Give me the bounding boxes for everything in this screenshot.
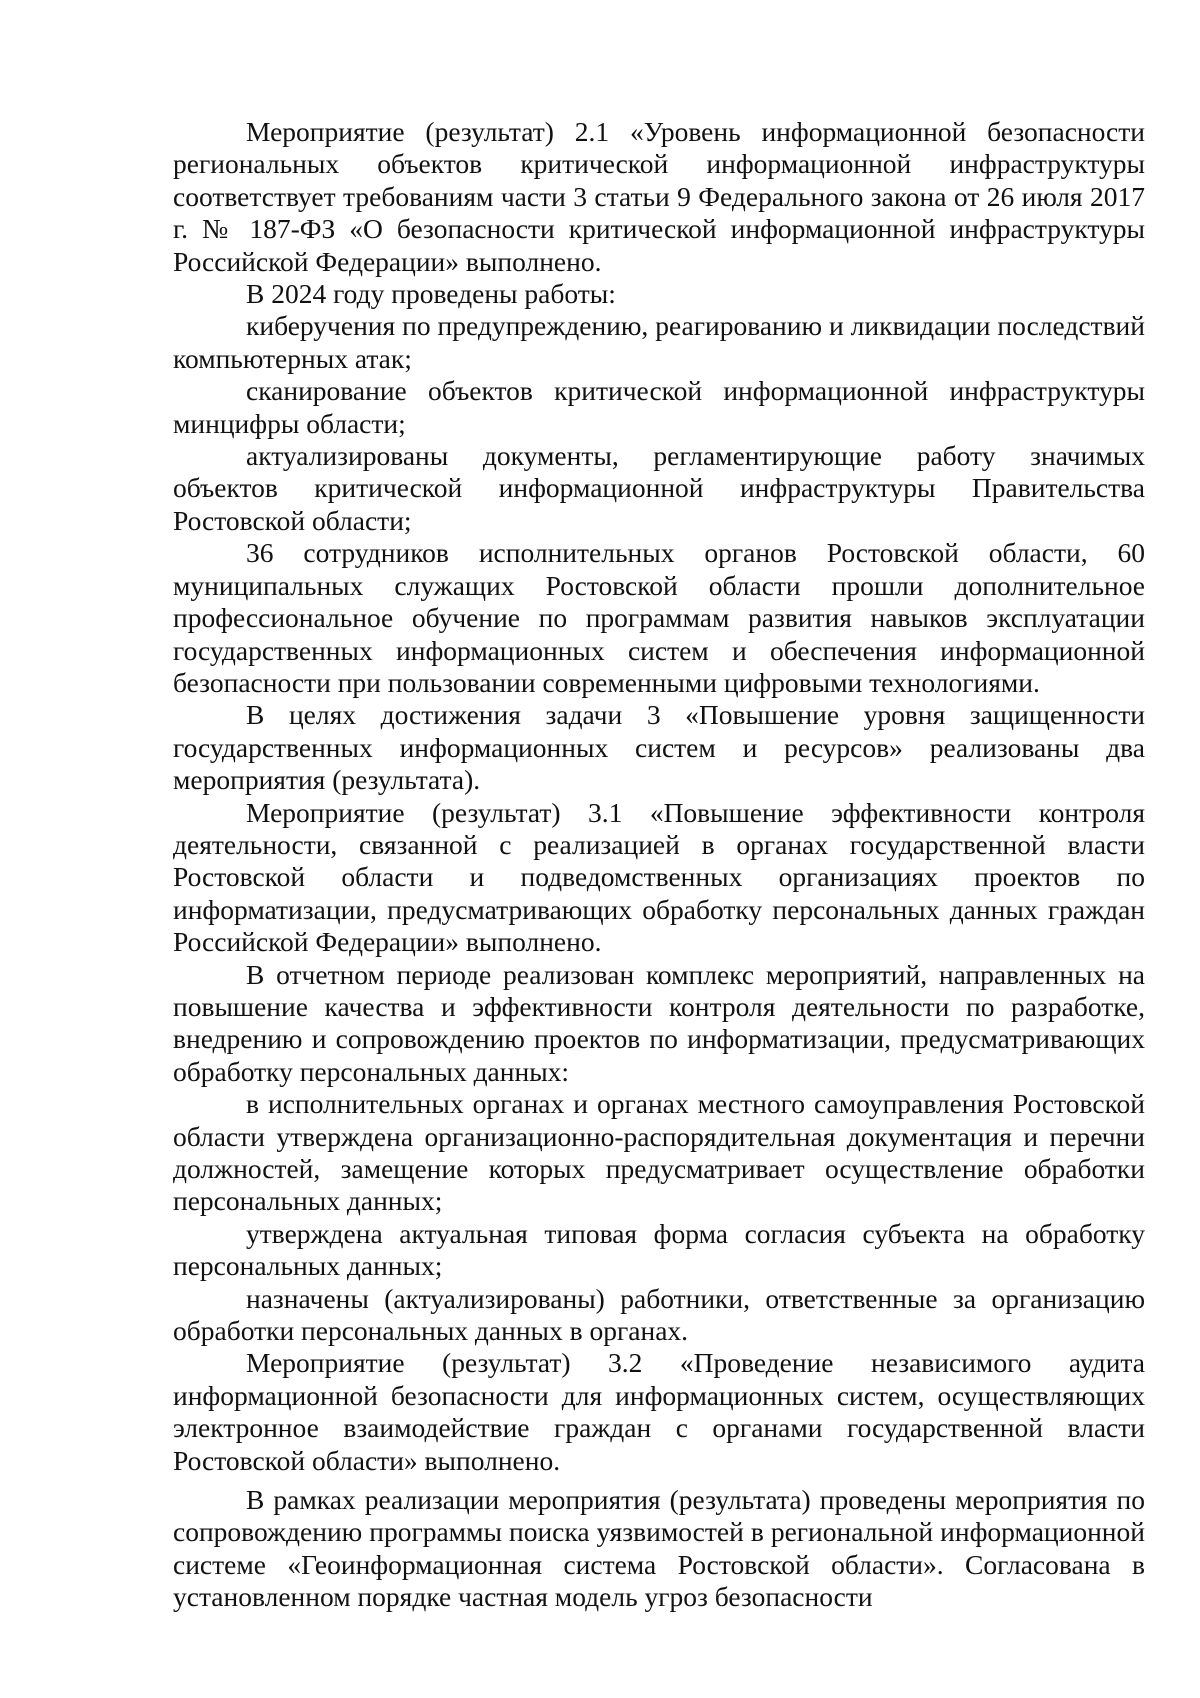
paragraph-scanning: сканирование объектов критической информационной инфраструктуры минцифры области; [173, 375, 1145, 439]
paragraph-works-2024: В 2024 году проведены работы: [246, 278, 616, 310]
paragraph-measure-2-1: Мероприятие (результат) 2.1 «Уровень информационной безопасности региональных объектов критической информационной инфраструктуры соответствует требованиям части 3 статьи 9 Федерального закона от 26 июля 2017 г. № 187-ФЗ «О безопасности критической информационной инфраструктуры Российской Федерации» выполнено. [173, 116, 1145, 277]
paragraph-consent-form: утверждена актуальная типовая форма согласия субъекта на обработку персональных данных; [173, 1217, 1145, 1282]
paragraph-executive-bodies: в исполнительных органах и органах местного самоуправления Ростовской области утверждена организационно-распорядительная документация и перечни должностей, замещение которых предусматривает осуществление обработки персональных данных; [173, 1088, 1145, 1217]
paragraph-staff-training: 36 сотрудников исполнительных органов Ростовской области, 60 муниципальных служащих Ростовской области прошли дополнительное профессиональное обучение по программам развития навыков эксплуатации государственных информационных систем и обеспечения информационной безопасности при пользовании современными цифровыми технологиями. [173, 537, 1145, 698]
document-body [173, 116, 1145, 1614]
paragraph-measure-3-2: Мероприятие (результат) 3.2 «Проведение независимого аудита информационной безопасности для информационных систем, осуществляющих электронное взаимодействие граждан с органами государственной власти Ростовской области» выполнено. [173, 1347, 1145, 1476]
paragraph-task-3: В целях достижения задачи 3 «Повышение уровня защищенности государственных информационных систем и ресурсов» реализованы два мероприятия (результата). [173, 699, 1145, 796]
paragraph-measure-3-1: Мероприятие (результат) 3.1 «Повышение эффективности контроля деятельности, связанной с реализацией в органах государственной власти Ростовской области и подведомственных организациях проектов по информатизации, предусматривающих обработку персональных данных граждан Российской Федерации» выполнено. [173, 796, 1145, 958]
paragraph-reporting-period: В отчетном периоде реализован комплекс мероприятий, направленных на повышение качества и эффективности контроля деятельности по разработке, внедрению и сопровождению проектов по информатизации, предусматривающих обработку персональных данных: [173, 958, 1145, 1087]
paragraph-vulnerability-search: В рамках реализации мероприятия (результата) проведены мероприятия по сопровождению программы поиска уязвимостей в региональной информационной системе «Геоинформационная система Ростовской области». Согласована в установленном порядке частная модель угроз безопасности [173, 1484, 1145, 1613]
paragraph-cyber-exercises: киберучения по предупреждению, реагированию и ликвидации последствий компьютерных атак; [173, 310, 1145, 374]
paragraph-responsible-staff: назначены (актуализированы) работники, ответственные за организацию обработки персональных данных в органах. [173, 1282, 1145, 1347]
paragraph-documents-updated: актуализированы документы, регламентирующие работу значимых объектов критической информационной инфраструктуры Правительства Ростовской области; [173, 440, 1145, 536]
